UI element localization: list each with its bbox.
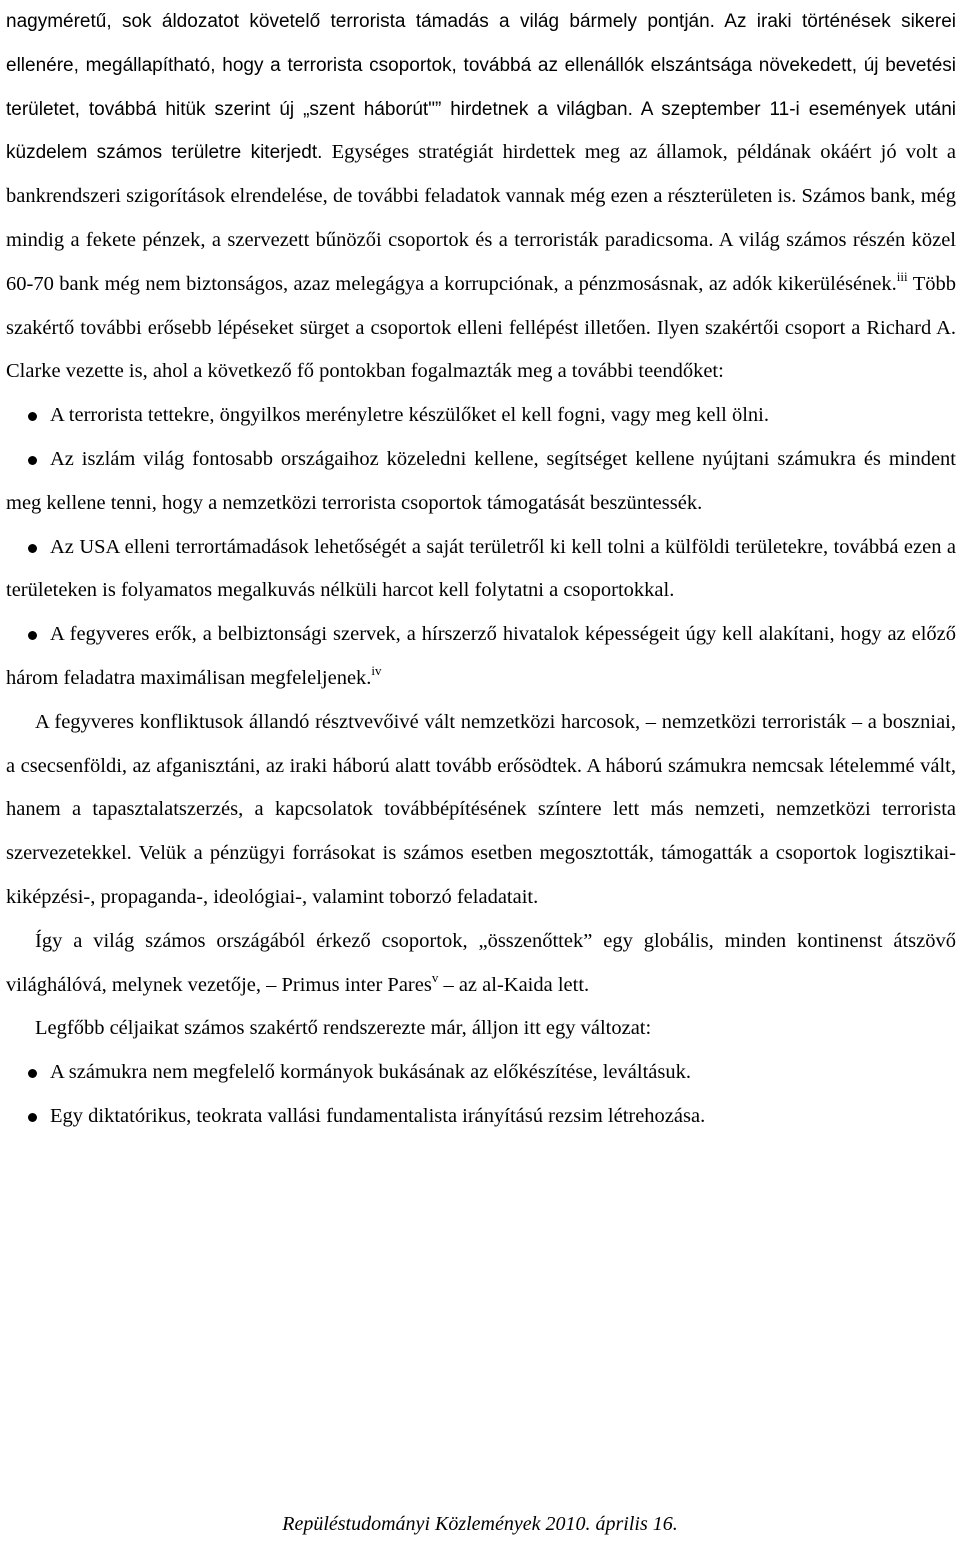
- paragraph-text: Számos bank, még mindig a fekete pénzek, a szervezett bűnözői csoportok és a terroristák paradicsoma. A világ számos részén közel 60-70 bank még nem biztonságos, azaz melegágya a korrupciónak, a pénzmosásnak, az adók kikerülésének.: [6, 185, 956, 295]
- list-item: [6, 1051, 956, 1095]
- list-item-text: A terrorista tettekre, öngyilkos merényletre készülőket el kell fogni, vagy meg kell ölni.: [50, 404, 770, 427]
- list-item: [6, 394, 956, 438]
- paragraph-global-network: [6, 920, 956, 1008]
- list-item-text: A fegyveres erők, a belbiztonsági szervek, a hírszerző hivatalok képességeit úgy kell alakítani, hogy az előző három feladatra maximálisan megfeleljenek.: [6, 623, 956, 689]
- bullet-list-goals: [6, 1051, 956, 1139]
- bullet-icon: [28, 456, 37, 465]
- paragraph-text: A szeptember 11-i események utáni küzdelem számos területre kiterjedt.: [6, 98, 956, 164]
- bullet-icon: [28, 412, 37, 421]
- bullet-icon: [28, 544, 37, 553]
- paragraph-text: – az al-Kaida lett.: [438, 973, 590, 996]
- list-item: [6, 613, 956, 701]
- bullet-icon: [28, 1113, 37, 1122]
- list-item-text: Egy diktatórikus, teokrata vallási fundamentalista irányítású rezsim létrehozása.: [50, 1104, 706, 1127]
- list-item: [6, 1095, 956, 1139]
- paragraph-text: Több szakértő további erősebb lépéseket sürget a csoportok elleni fellépést illetően. Ilyen szakértői csoport a Richard A. Clarke vezette is, ahol a következő fő pontokban fogalmazták meg a további teendőket:: [6, 272, 956, 383]
- paragraph-terrorism-context: [6, 0, 956, 394]
- list-item: [6, 438, 956, 526]
- footnote-marker[interactable]: v: [431, 969, 439, 985]
- document-body: [6, 0, 956, 1139]
- list-item: [6, 526, 956, 614]
- page-footer: Repüléstudományi Közlemények 2010. április 16.: [282, 1513, 678, 1535]
- list-item-text: A számukra nem megfelelő kormányok bukásának az előkészítése, leváltásuk.: [50, 1061, 691, 1084]
- paragraph-text: Így a világ számos országából érkező csoportok, „összenőttek” egy globális, minden kontinenst átszövő világhálóvá, melynek vezetője, – Primus inter Pares: [6, 929, 956, 996]
- bullet-icon: [28, 1069, 37, 1078]
- footnote-marker[interactable]: iv: [371, 662, 382, 678]
- paragraph-text: Az iraki történések sikerei ellenére, megállapítható, hogy a terrorista csoportok, továbbá az ellenállók elszántsága növekedett, új bevetési területet, továbbá hitük szerint új „szent háborút"” hirdetnek a világban.: [6, 11, 956, 120]
- bullet-icon: [28, 631, 37, 640]
- list-item-text: Az iszlám világ fontosabb országaihoz közeledni kellene, segítséget kellene nyújtani számukra és mindent meg kellene tenni, hogy a nemzetközi terrorista csoportok támogatását beszüntessék.: [6, 447, 956, 514]
- paragraph-text: Egységes stratégiát hirdettek meg az államok, példának okáért jó volt a bankrendszeri szigorítások elrendelése, de további feladatok vannak még ezen a részterületen is.: [6, 141, 956, 208]
- footnote-marker[interactable]: iii: [896, 268, 908, 284]
- list-item-text: Az USA elleni terrortámadások lehetőségét a saját területről ki kell tolni a külföldi területekre, továbbá ezen a területeken is folyamatos megalkuvás nélküli harcot kell folytatni a csoportokkal.: [6, 535, 956, 602]
- paragraph-armed-conflicts: A fegyveres konfliktusok állandó résztvevőivé vált nemzetközi harcosok, – nemzetközi terroristák – a boszniai, a csecsenföldi, az afganisztáni, az iraki háború alatt tovább erősödtek. A háború számukra nemcsak lételemmé vált, hanem a tapasztalatszerzés, a kapcsolatok továbbépítésének színtere lett más nemzeti, nemzetközi terrorista szervezetekkel. Velük a pénzügyi forrásokat is számos esetben megosztották, támogatták a csoportok logisztikai-kiképzési-, propaganda-, ideológiai-, valamint toborzó feladatait.: [6, 710, 956, 908]
- bullet-list-tasks: [6, 394, 956, 701]
- paragraph-goals-intro: Legfőbb céljaikat számos szakértő rendszerezte már, álljon itt egy változat:: [35, 1017, 652, 1040]
- paragraph-text: nagyméretű, sok áldozatot követelő terrorista támadás a világ bármely pontján.: [6, 11, 715, 32]
